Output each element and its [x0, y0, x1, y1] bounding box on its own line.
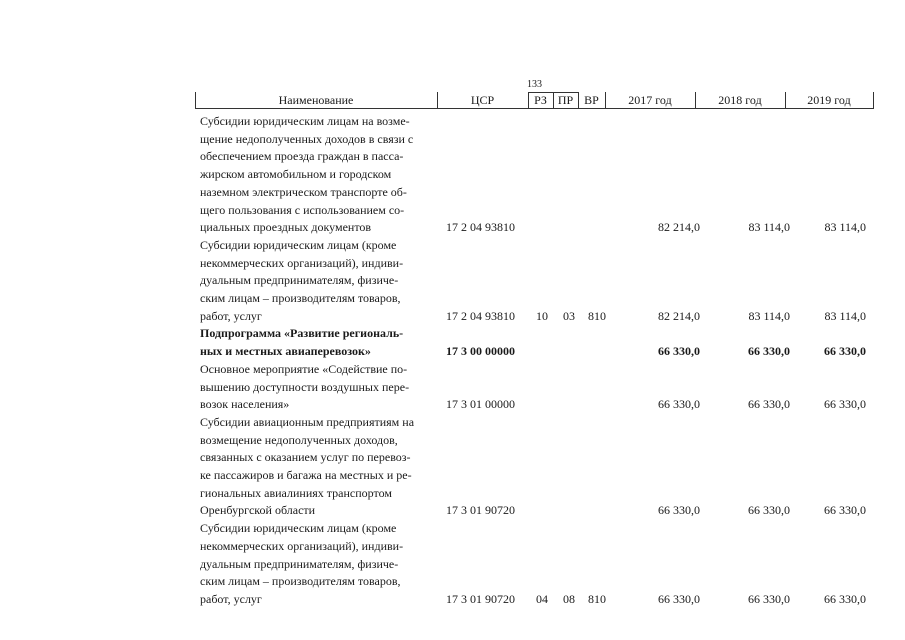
row-2019: 83 114,0	[824, 220, 866, 235]
row-name: Основное мероприятие «Содействие по- вышению доступности воздушных пере- возок населения»	[200, 361, 410, 412]
header-divider	[873, 92, 874, 109]
row-csr: 17 3 01 90720	[446, 503, 515, 518]
row-pr: 08	[563, 591, 575, 606]
header-rz: РЗ	[534, 93, 547, 107]
row-2017: 66 330,0	[658, 591, 700, 606]
row-csr: 17 2 04 93810	[446, 220, 515, 235]
row-2018: 66 330,0	[748, 397, 790, 412]
table-body	[200, 113, 875, 609]
row-name: Субсидии юридическим лицам (кроме некоммерческих организаций), индиви- дуальным предпринимателям, физиче- ским лицам – производителям товаров, работ, услуг	[200, 521, 404, 606]
header-name: Наименование	[278, 93, 354, 107]
row-csr: 17 3 01 90720	[446, 591, 515, 606]
table-row	[200, 237, 875, 326]
header-2019: 2019 год	[807, 93, 851, 107]
row-2019: 66 330,0	[824, 503, 866, 518]
header-pr: ПР	[557, 93, 574, 107]
header-2018: 2018 год	[718, 93, 762, 107]
row-2018: 66 330,0	[748, 591, 790, 606]
row-csr: 17 2 04 93810	[446, 308, 515, 323]
row-2018: 66 330,0	[748, 503, 790, 518]
row-2018: 83 114,0	[748, 220, 790, 235]
header-vr: ВР	[584, 93, 599, 107]
row-vr: 810	[588, 591, 606, 606]
table-row	[200, 113, 875, 237]
row-2017: 82 214,0	[658, 308, 700, 323]
row-2019: 66 330,0	[824, 591, 866, 606]
row-vr: 810	[588, 308, 606, 323]
row-rz: 10	[536, 308, 548, 323]
row-csr: 17 3 00 00000	[446, 344, 515, 359]
table-row-subprogram	[200, 325, 875, 360]
row-pr: 03	[563, 308, 575, 323]
table-row	[200, 414, 875, 520]
row-name: Субсидии юридическим лицам (кроме некоммерческих организаций), индиви- дуальным предпринимателям, физиче- ским лицам – производителям товаров, работ, услуг	[200, 237, 404, 323]
page-number: 133	[527, 79, 542, 90]
row-2018: 83 114,0	[748, 308, 790, 323]
row-name: Субсидии авиационным предприятиям на возмещение недополученных доходов, связанных с оказанием услуг по перевоз- ке пассажиров и багажа на местных и ре- гиональных авиалиниях транспортом Оренбургской области	[200, 414, 415, 518]
row-2019: 66 330,0	[824, 397, 866, 412]
row-2017: 66 330,0	[658, 503, 700, 518]
row-2017: 66 330,0	[658, 344, 700, 359]
row-2018: 66 330,0	[748, 344, 790, 359]
table-row	[200, 361, 875, 414]
row-rz: 04	[536, 591, 548, 606]
row-name: Субсидии юридическим лицам на возме- щение недополученных доходов в связи с обеспечением проезда граждан в пасса- жирском автомобильном и городском наземном электрическом транспорте об- щего пользования с использованием со- циальных проездных документов	[200, 114, 414, 235]
row-2019: 66 330,0	[824, 344, 866, 359]
header-2017: 2017 год	[628, 93, 672, 107]
table-header	[195, 92, 874, 109]
row-2017: 66 330,0	[658, 397, 700, 412]
header-csr: ЦСР	[470, 93, 495, 107]
row-csr: 17 3 01 00000	[446, 397, 515, 412]
row-name: Подпрограмма «Развитие региональ- ных и местных авиаперевозок»	[200, 326, 404, 359]
row-2019: 83 114,0	[824, 308, 866, 323]
table-row	[200, 520, 875, 609]
row-2017: 82 214,0	[658, 220, 700, 235]
header-bottom-line	[195, 108, 874, 109]
